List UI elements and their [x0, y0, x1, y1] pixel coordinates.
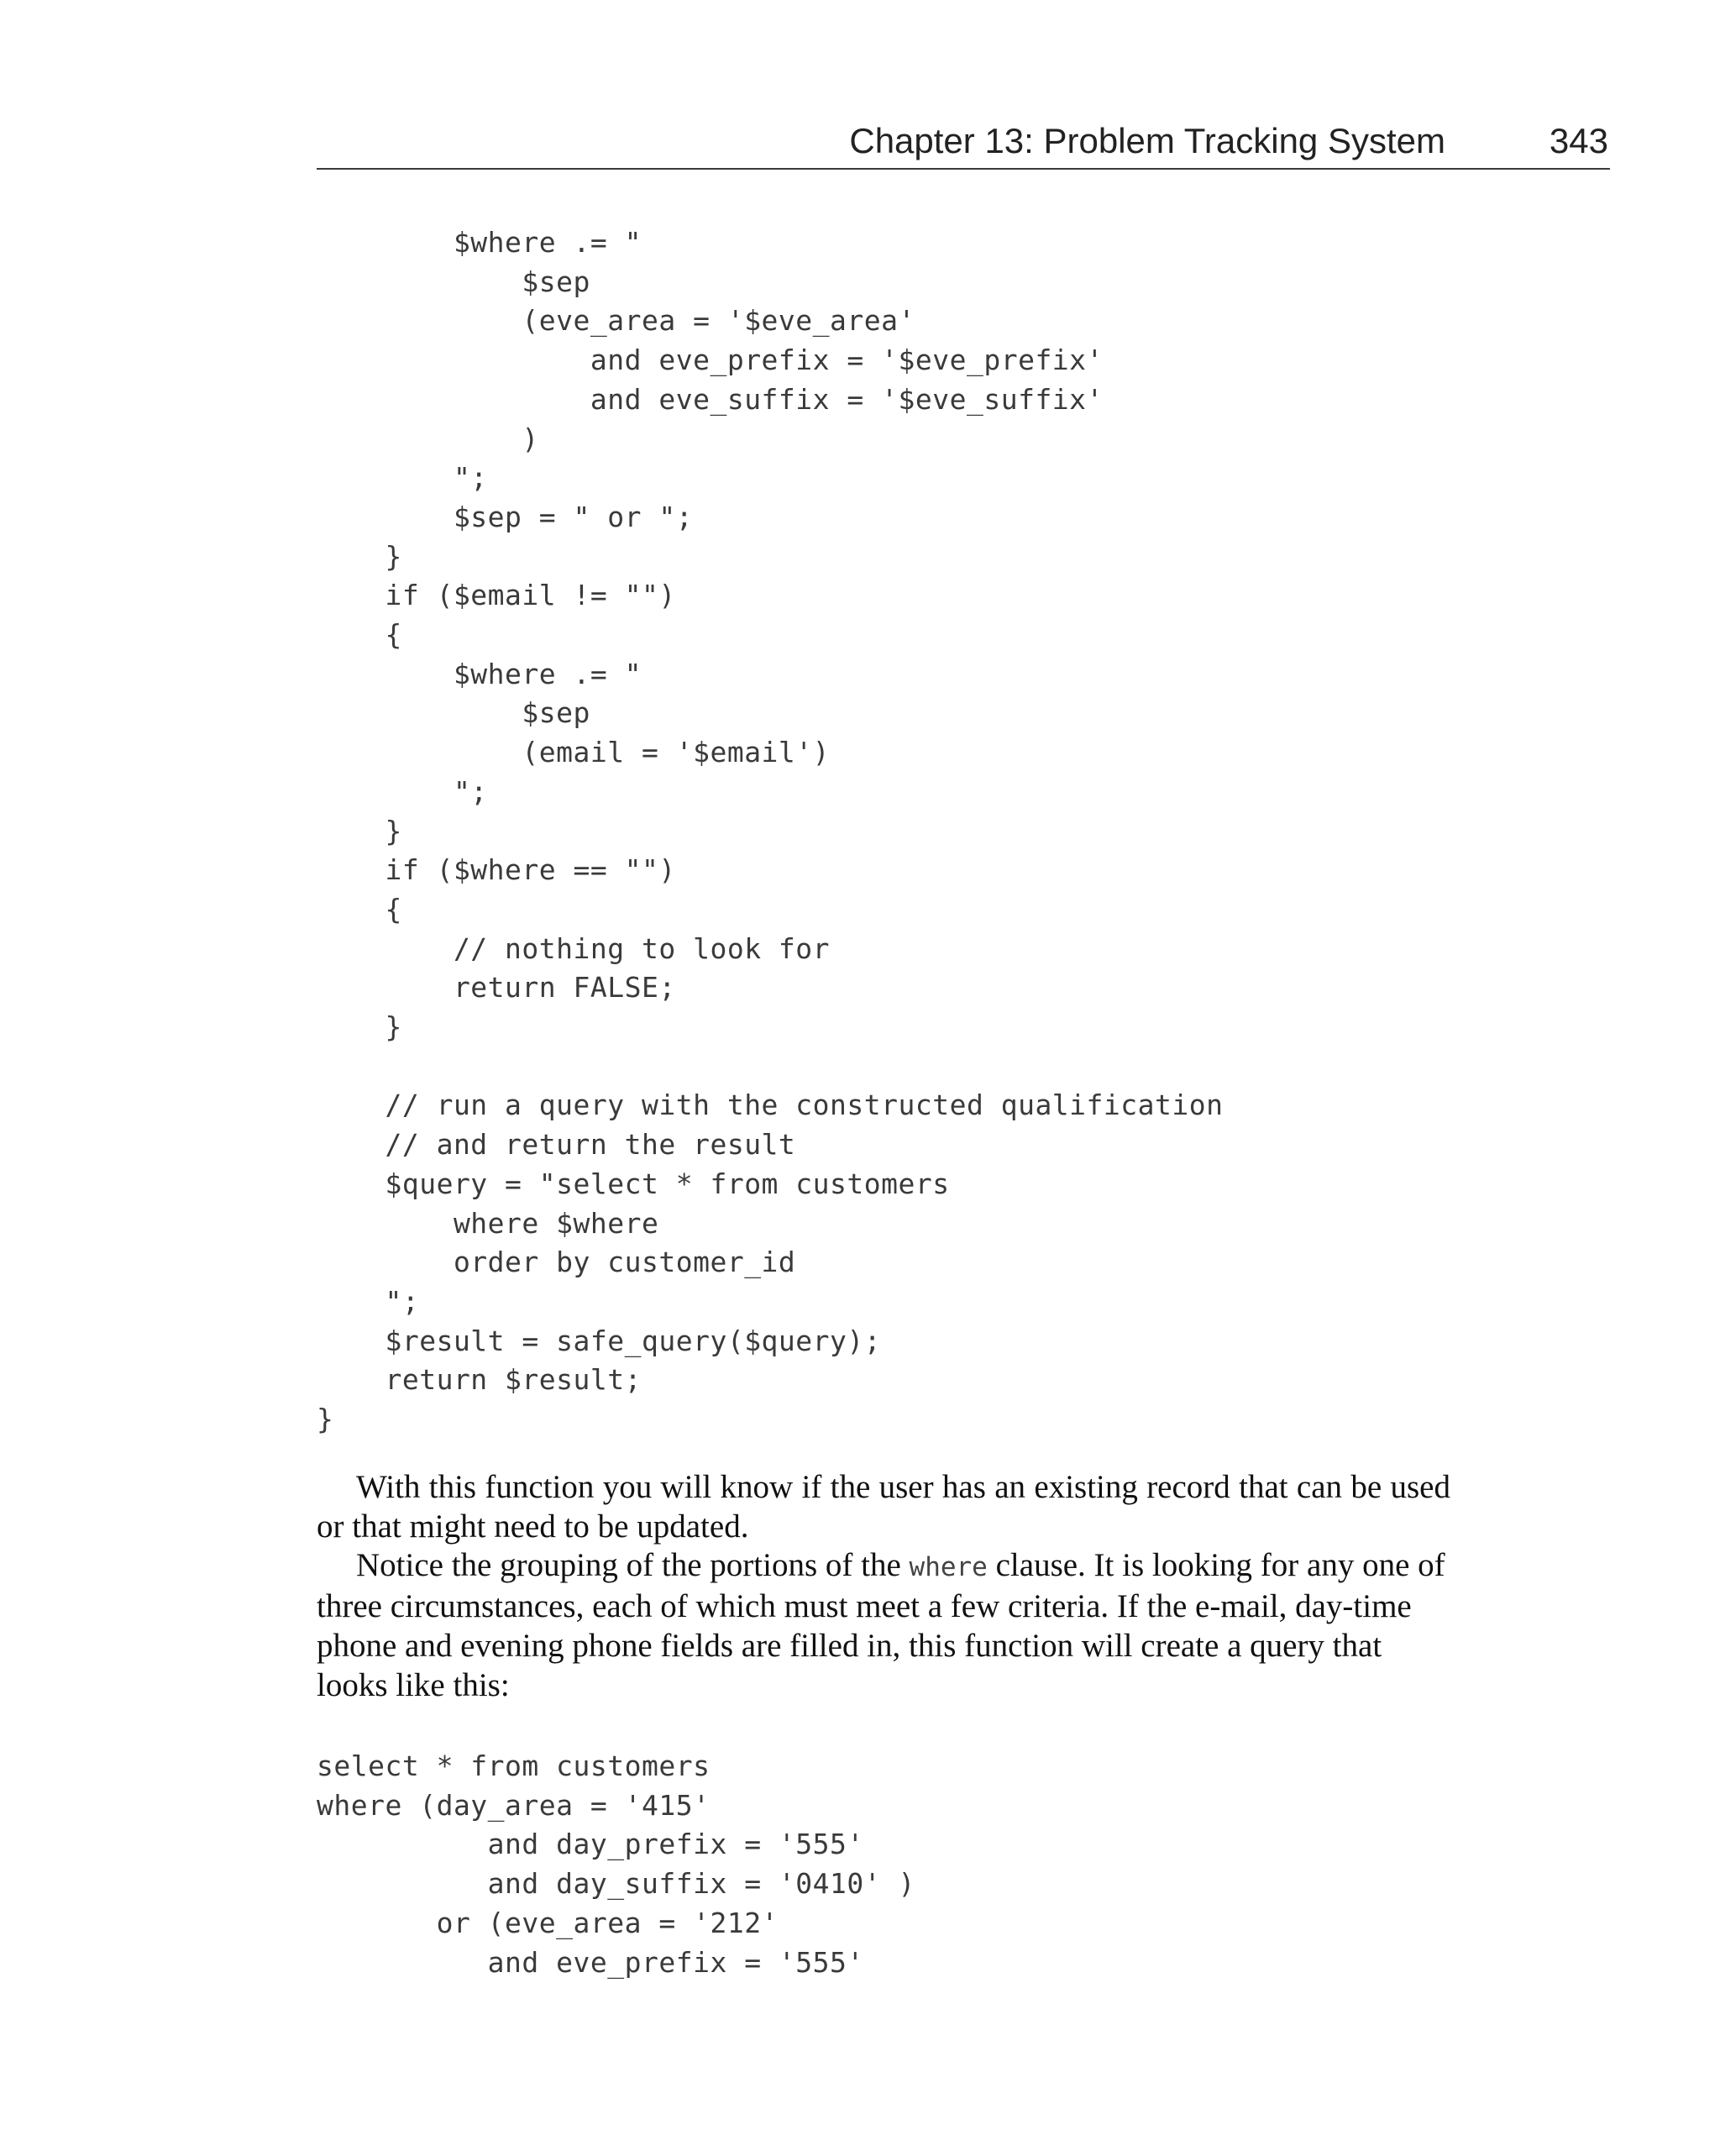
chapter-title: Chapter 13: Problem Tracking System — [849, 121, 1445, 160]
paragraph-function-purpose: With this function you will know if the user has an existing record that can be used or that might need to be updated. — [317, 1469, 1450, 1545]
php-code-listing: $where .= " $sep (eve_area = '$eve_area' and eve_prefix = '$eve_prefix' and eve_suffix = '$eve_suffix' ) "; $sep = " or "; } if ($email != "") { $where .= " $sep (email = '$email') "; } if ($where == "") { // nothing to look for return FALSE; } // run a query with the constructed qualification // and return the result $query = "select * from customers where $where order by customer_id "; $result = safe_query($query); return $result; } — [317, 226, 1224, 1436]
body-text — [317, 1468, 1450, 1705]
paragraph-where-grouping — [317, 1546, 1450, 1705]
sql-query-listing: select * from customers where (day_area = '415' and day_prefix = '555' and day_suffix = '0410' ) or (eve_area = '212' and eve_prefix = '555' — [317, 1749, 915, 1979]
running-header — [317, 118, 1610, 170]
paragraph-text-after: clause. It is looking for any one of three circumstances, each of which must meet a few criteria. If the e-mail, day-time phone and evening phone fields are filled in, this function will create a query that looks like this: — [317, 1547, 1445, 1703]
inline-code-where: where — [909, 1552, 988, 1583]
paragraph-text-before: Notice the grouping of the portions of the — [356, 1547, 910, 1584]
page-number: 343 — [1549, 121, 1608, 160]
